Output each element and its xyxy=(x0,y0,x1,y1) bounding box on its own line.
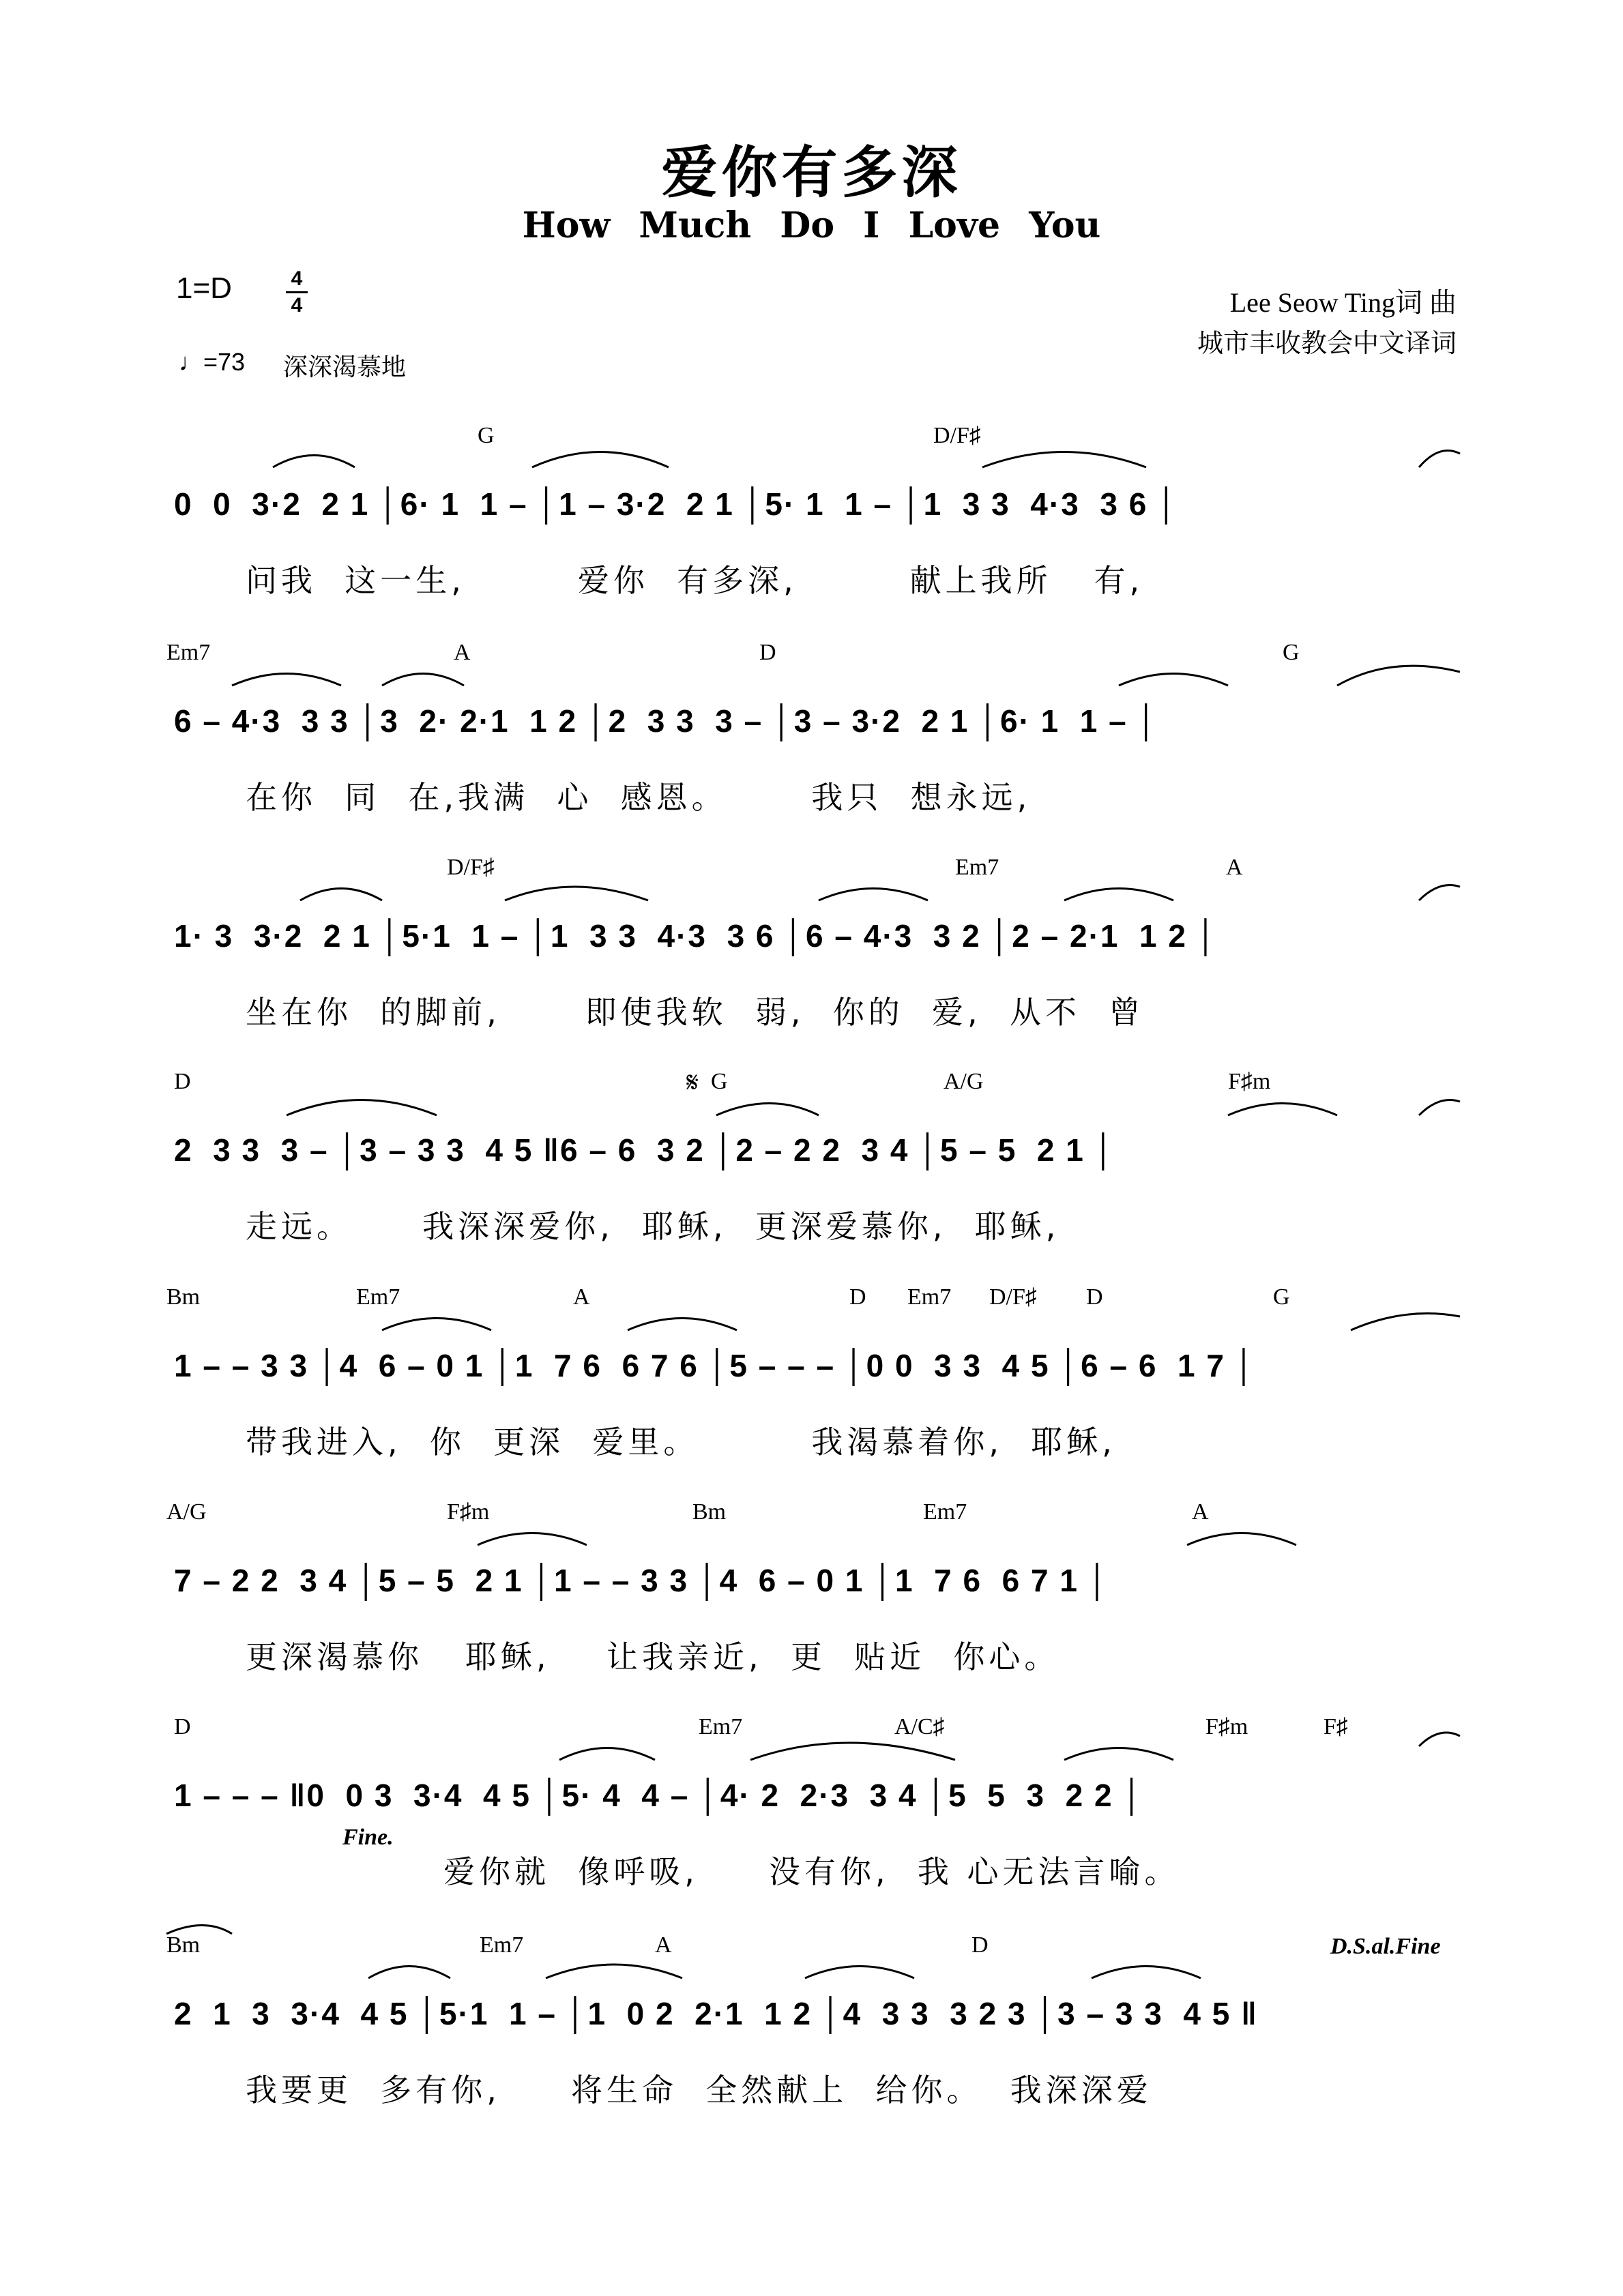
chord-symbol: D/F♯ xyxy=(933,423,981,448)
slur xyxy=(1337,666,1460,686)
chord-symbol: Em7 xyxy=(166,640,211,665)
slur xyxy=(166,1926,232,1934)
slur xyxy=(532,452,669,468)
slur xyxy=(1419,451,1460,468)
chord-symbol: G xyxy=(1273,1284,1290,1310)
lyrics-line: 我要更 多有你, 将生命 全然献上 给你。 我深深爱 xyxy=(246,2072,1152,2108)
expression-marking: 深深渴慕地 xyxy=(283,353,407,381)
chord-symbol: Bm xyxy=(166,1284,201,1310)
time-signature-top: 4 xyxy=(291,267,303,290)
chord-symbol: F♯m xyxy=(1228,1069,1271,1094)
slur xyxy=(1119,674,1228,686)
chord-symbol: F♯ xyxy=(1324,1714,1348,1739)
notation-line: 1 – – – ‖0 0 3 3·4 4 5 │5· 4 4 – │4· 2 2·3 3 4 │5 5 3 2 2 │ xyxy=(174,1778,1145,1813)
slur xyxy=(546,1964,682,1978)
chord-symbol: Em7 xyxy=(480,1932,524,1958)
slur xyxy=(1187,1533,1296,1546)
lyrics-line: 带我进入, 你 更深 爱里。 我渴慕着你, 耶稣, xyxy=(246,1424,1116,1460)
song-subtitle: How Much Do I Love You xyxy=(522,205,1101,246)
chord-symbol: A/G xyxy=(944,1069,984,1094)
slur xyxy=(628,1319,737,1331)
time-signature-bottom: 4 xyxy=(291,294,303,317)
lyrics-line: 更深渴慕你 耶稣, 让我亲近, 更 贴近 你心。 xyxy=(246,1638,1060,1675)
chord-symbol: G xyxy=(1283,640,1300,665)
ds-al-fine-marking: D.S.al.Fine xyxy=(1330,1934,1441,1959)
slur xyxy=(1064,889,1173,901)
slur xyxy=(1064,1748,1173,1761)
chord-symbol: A/C♯ xyxy=(894,1714,945,1739)
chord-symbol: D xyxy=(1086,1284,1103,1310)
chord-symbol: A xyxy=(1226,855,1243,880)
chord-symbol: A xyxy=(454,640,471,665)
slur xyxy=(1419,885,1460,901)
slur xyxy=(1228,1104,1337,1116)
lyrics-line: 问我 这一生, 爱你 有多深, 献上我所 有, xyxy=(246,562,1144,599)
chord-symbol: D xyxy=(174,1714,191,1739)
translator-credit: 城市丰收教会中文译词 xyxy=(1197,328,1457,358)
slur xyxy=(478,1533,587,1546)
lyrics-line: 走远。 我深深爱你, 耶稣, 更深爱慕你, 耶稣, xyxy=(246,1208,1060,1245)
fine-marking: Fine. xyxy=(342,1825,394,1850)
chord-symbol: D/F♯ xyxy=(447,855,495,880)
notation-line: 0 0 3·2 2 1 │6· 1 1 – │1 – 3·2 2 1 │5· 1 1 – │1 3 3 4·3 3 6 │ xyxy=(174,486,1179,522)
chord-symbol: Bm xyxy=(692,1499,727,1525)
chord-symbol: Em7 xyxy=(699,1714,743,1739)
chord-symbol: D xyxy=(971,1932,989,1958)
chord-symbol: D xyxy=(174,1069,191,1094)
slur xyxy=(232,674,341,686)
slur xyxy=(819,889,928,901)
chord-symbol: Em7 xyxy=(955,855,999,880)
chord-symbol: D/F♯ xyxy=(989,1284,1037,1310)
chord-symbol: A xyxy=(655,1932,672,1958)
chord-symbol: A xyxy=(1192,1499,1209,1525)
composer-credit: Lee Seow Ting词 曲 xyxy=(1229,287,1457,318)
slur xyxy=(1092,1967,1201,1979)
lyrics-line: 在你 同 在,我满 心 感恩。 我只 想永远, xyxy=(246,779,1032,816)
song-title: 爱你有多深 xyxy=(661,140,962,205)
slur xyxy=(273,456,355,468)
notation-line: 7 – 2 2 3 4 │5 – 5 2 1 │1 – – 3 3 │4 6 – 0 1 │1 7 6 6 7 1 │ xyxy=(174,1563,1110,1598)
notation-line: 1· 3 3·2 2 1 │5·1 1 – │1 3 3 4·3 3 6 │6 – 4·3 3 2 │2 – 2·1 1 2 │ xyxy=(174,918,1218,954)
lyrics-line: 坐在你 的脚前, 即使我软 弱, 你的 爱, 从不 曾 xyxy=(246,994,1145,1031)
slur xyxy=(750,1743,955,1760)
slur xyxy=(559,1748,655,1761)
chord-symbol: F♯m xyxy=(1205,1714,1248,1739)
notation-line: 1 – – 3 3 │4 6 – 0 1 │1 7 6 6 7 6 │5 – – – │0 0 3 3 4 5 │6 – 6 1 7 │ xyxy=(174,1348,1257,1383)
key-signature: 1=D xyxy=(176,271,232,305)
chord-symbol: F♯m xyxy=(447,1499,490,1525)
slur xyxy=(505,887,648,900)
slur xyxy=(982,452,1146,468)
slur xyxy=(716,1104,819,1116)
notation-line: 2 1 3 3·4 4 5 │5·1 1 – │1 0 2 2·1 1 2 │4 3 3 3 2 3 │3 – 3 3 4 5 ‖ xyxy=(174,1996,1258,2031)
lyrics-line: 爱你就 像呼吸, 没有你, 我 心无法言喻。 xyxy=(443,1853,1180,1890)
tempo-marking: ♩=73 xyxy=(179,348,246,376)
slur xyxy=(368,1967,450,1979)
chord-symbol: Bm xyxy=(166,1932,201,1958)
slur xyxy=(1419,1733,1460,1746)
slur xyxy=(1419,1100,1460,1116)
notation-line: 2 3 3 3 – │3 – 3 3 4 5 ‖6 – 6 3 2 │2 – 2 2 3 4 │5 – 5 2 1 │ xyxy=(174,1132,1116,1168)
chord-symbol: G xyxy=(711,1069,728,1094)
slur xyxy=(287,1100,437,1116)
notation-line: 6 – 4·3 3 3 │3 2· 2·1 1 2 │2 3 3 3 – │3 – 3·2 2 1 │6· 1 1 – │ xyxy=(174,703,1159,739)
chord-symbol: A/G xyxy=(166,1499,207,1525)
slur xyxy=(805,1967,914,1979)
segno-icon: 𝄋 xyxy=(686,1065,699,1099)
chord-symbol: Em7 xyxy=(923,1499,967,1525)
chord-symbol: G xyxy=(478,423,495,448)
chord-symbol: A xyxy=(573,1284,590,1310)
slur xyxy=(300,889,382,901)
slur xyxy=(382,674,464,686)
slur xyxy=(1351,1314,1460,1331)
chord-symbol: Em7 xyxy=(907,1284,952,1310)
chord-symbol: D xyxy=(759,640,776,665)
slur xyxy=(382,1319,491,1331)
chord-symbol: Em7 xyxy=(356,1284,400,1310)
chord-symbol: D xyxy=(849,1284,866,1310)
